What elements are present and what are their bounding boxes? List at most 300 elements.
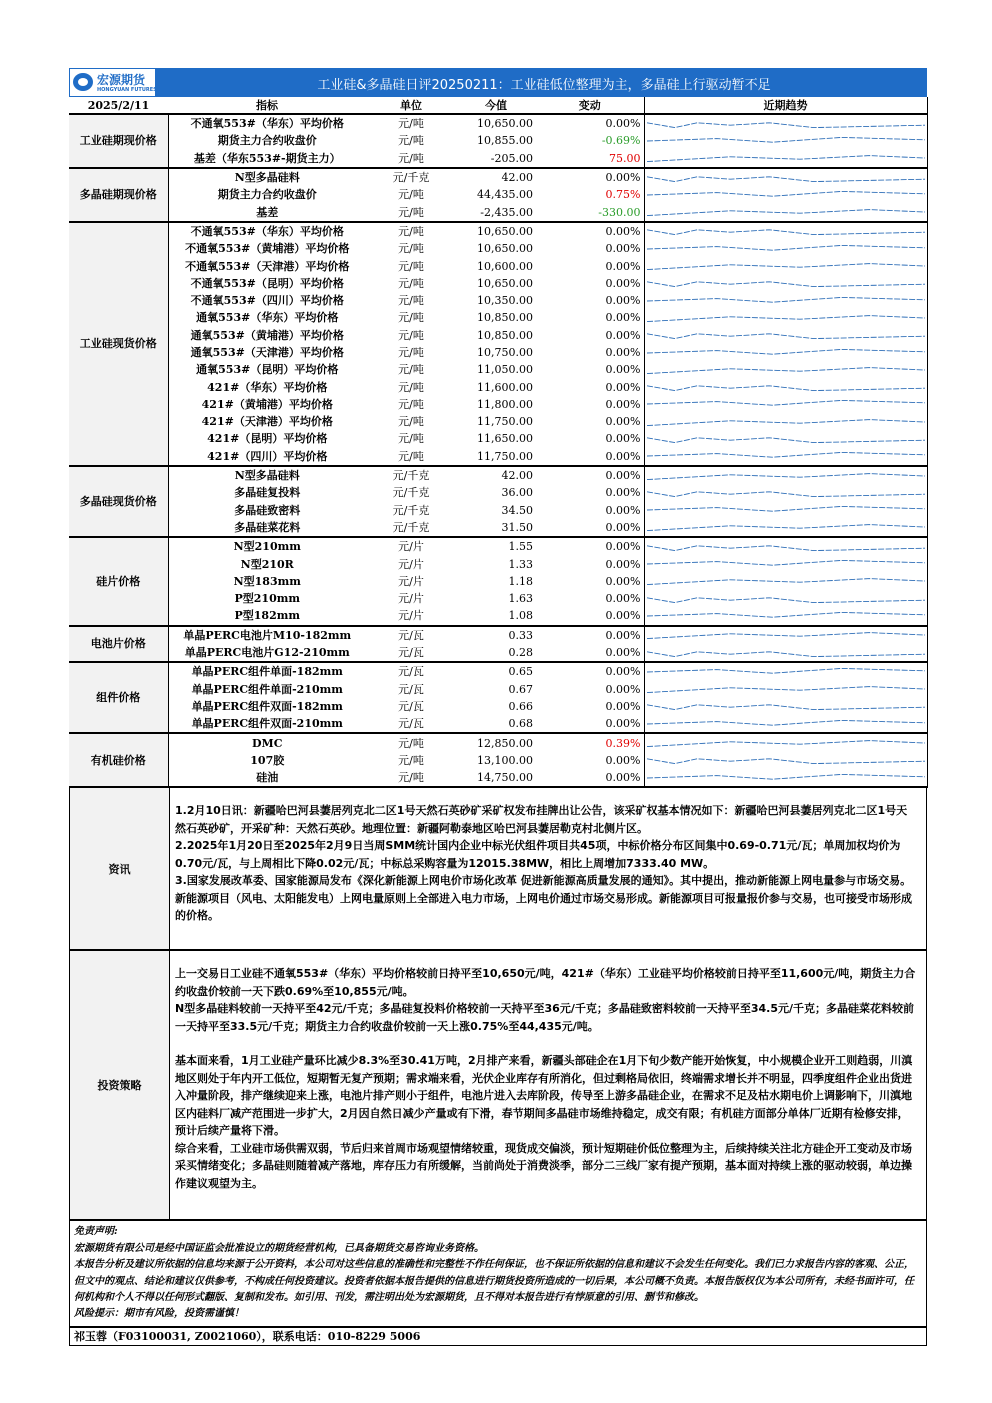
report-date: 2025/2/11 — [69, 97, 168, 114]
row-change: 0.00% — [605, 346, 641, 359]
section-label: 硅片价格 — [69, 537, 168, 625]
trend-cell — [644, 257, 927, 274]
price-row — [69, 132, 927, 149]
row-unit: 元/千克 — [392, 503, 430, 517]
price-row — [69, 752, 927, 769]
row-unit: 元/吨 — [398, 363, 424, 377]
sparkline-icon — [647, 470, 925, 482]
trend-cell — [644, 733, 927, 751]
col-change-header: 变动 — [536, 97, 644, 114]
sparkline-path — [647, 316, 925, 322]
row-change: 0.00% — [605, 311, 641, 325]
trend-cell — [644, 715, 927, 733]
row-name: 421#（黄埔港）平均价格 — [201, 397, 333, 411]
price-row — [69, 681, 927, 698]
row-value: 10,350.00 — [477, 294, 533, 308]
price-row — [69, 275, 927, 292]
row-name: 不通氧553#（黄埔港）平均价格 — [185, 242, 350, 256]
row-name: 421#（四川）平均价格 — [168, 448, 366, 466]
row-name: 单晶PERC组件双面-182mm — [191, 699, 343, 713]
price-row — [69, 607, 927, 625]
row-name: 单晶PERC组件单面-210mm — [191, 682, 343, 696]
disclaimer — [69, 1221, 927, 1327]
row-change: 0.00% — [536, 715, 644, 733]
price-row — [69, 378, 927, 395]
row-name: 不通氧553#（华东）平均价格 — [190, 224, 344, 238]
row-change: 0.00% — [605, 486, 641, 500]
price-row — [69, 733, 927, 751]
row-value: 11,650.00 — [477, 432, 533, 446]
row-name: 107胶 — [250, 753, 285, 767]
sparkline-icon — [647, 772, 925, 784]
news-item: 3.国家发展改革委、国家能源局发布《深化新能源上网电价市场化改革 促进新能源高质量发展的通知》。其中提出，推动新能源上网电量参与市场交易。新能源项目（风电、太阳能发电）上网电量原则上全部进入电力市场，上网电价通过市场交易形成。新能源项目可报量报价参与交易，也可接受市场形成的价格。 — [175, 874, 912, 923]
row-change: 0.00% — [605, 469, 641, 483]
row-value: 14,750.00 — [456, 769, 536, 787]
sparkline-path — [647, 774, 925, 779]
price-row — [69, 662, 927, 680]
price-row — [69, 519, 927, 537]
trend-cell — [644, 292, 927, 309]
row-unit: 元/吨 — [366, 150, 456, 168]
trend-cell — [644, 502, 927, 519]
sparkline-icon — [647, 329, 925, 341]
row-unit: 元/吨 — [366, 448, 456, 466]
report-page — [69, 68, 927, 1346]
sparkline-path — [647, 122, 925, 127]
row-unit: 元/吨 — [398, 259, 424, 273]
news-section — [69, 788, 927, 951]
row-value: 10,600.00 — [477, 259, 533, 273]
row-unit: 元/吨 — [398, 753, 424, 767]
disclaimer-line: 本报告分析及建议所依据的信息均来源于公开资料，本公司对这些信息的准确性和完整性不作任何保证，也不保证所依据的信息和建议不会发生任何变化。我们已力求报告内容的客观、公正，但文中的观点、结论和建议仅供参考，不构成任何投资建议。投资者依据本报告提供的信息进行期货投资所造成的一切后果，本公司概不负责。本报告版权仅为本公司所有，未经书面许可，任何机构和个人不得以任何形式翻版、复制和发布。如引用、刊发，需注明出处为宏源期货，且不得对本报告进行有悖原意的引用、删节和修改。 — [74, 1259, 914, 1303]
row-change: 0.00% — [536, 769, 644, 787]
trend-cell — [644, 396, 927, 413]
price-row — [69, 396, 927, 413]
sparkline-icon — [647, 700, 925, 712]
sparkline-path — [647, 705, 925, 710]
row-name: 不通氧553#（四川）平均价格 — [190, 294, 344, 308]
strategy-label: 投资策略 — [70, 951, 170, 1219]
sparkline-icon — [647, 135, 925, 147]
row-change: 0.00% — [605, 294, 641, 308]
sparkline-icon — [647, 433, 925, 445]
row-value: -205.00 — [456, 150, 536, 168]
row-unit: 元/千克 — [392, 171, 430, 185]
row-name: N型多晶硅料 — [234, 469, 300, 483]
row-name: 多晶硅菜花料 — [168, 519, 366, 537]
col-value-header: 今值 — [456, 97, 536, 114]
sparkline-path — [647, 297, 925, 302]
row-unit: 元/千克 — [392, 486, 430, 500]
strategy-paragraph: 基本面来看，1月工业硅产量环比减少8.3%至30.41万吨，2月排产来看，新疆头部硅企在1月下旬少数产能开始恢复，中小规模企业开工则趋弱，川滇地区则处于年内开工低位，短期暂无复产预期；需求端来看，光伏企业库存有所消化，但过剩格局依旧，终端需求增长并不明显，四季度组件企业出货进入冲量阶段，排产继续迎来上涨，电池片排产则小于组件，电池片进入去库阶段，传导至上游多晶硅企业，在需求不足及枯水期电价上调影响下，川滇地区内硅料厂减产范围进一步扩大，2月因自然日减少产量或有下滑，春节期间多晶硅市场维持稳定，成交有限；有机硅方面部分单体厂近期有检修安排，预计后续产量将下滑。 — [175, 1054, 913, 1138]
row-value: 1.18 — [508, 574, 533, 588]
row-name: 通氧553#（天津港）平均价格 — [190, 346, 344, 359]
analyst-contact: 祁玉蓉（F03100031, Z0021060），联系电话：010-8229 5006 — [69, 1328, 927, 1346]
sparkline-icon — [647, 243, 925, 255]
row-change: -0.69% — [601, 134, 641, 148]
row-change: 0.00% — [605, 380, 641, 394]
sparkline-path — [647, 191, 925, 196]
sparkline-path — [647, 597, 925, 602]
sparkline-path — [647, 759, 925, 764]
sparkline-icon — [647, 450, 925, 462]
price-row — [69, 257, 927, 274]
row-value: 0.65 — [508, 665, 533, 679]
row-value: 10,650.00 — [477, 224, 533, 238]
row-value: 11,750.00 — [477, 415, 533, 429]
trend-cell — [644, 413, 927, 430]
row-value: 13,100.00 — [477, 753, 533, 767]
trend-cell — [644, 222, 927, 240]
row-value: 11,600.00 — [477, 380, 533, 394]
row-unit: 元/吨 — [398, 242, 424, 256]
row-unit: 元/吨 — [398, 294, 424, 308]
news-item: 2.2025年1月20日至2025年2月9日当周SMM统计国内企业中标光伏组件项目共45项，中标价格分布区间集中0.69-0.71元/瓦；单周加权均价为0.70元/瓦，与上周相比下降0.02元/瓦；中标总采购容量为12015.38MW，相比上周增加7333.40 MW。 — [175, 839, 901, 870]
trend-cell — [644, 644, 927, 662]
col-name-header: 指标 — [168, 97, 366, 114]
sparkline-path — [647, 668, 925, 673]
row-name: 421#（昆明）平均价格 — [207, 432, 328, 446]
row-change: 0.00% — [605, 224, 641, 238]
row-name: N型183mm — [233, 574, 301, 588]
trend-cell — [644, 466, 927, 484]
row-unit: 元/吨 — [398, 346, 424, 359]
row-value: 34.50 — [501, 503, 533, 517]
row-value: 44,435.00 — [477, 188, 533, 202]
row-change: 0.00% — [605, 503, 641, 517]
sparkline-path — [647, 492, 925, 497]
row-unit: 元/瓦 — [398, 665, 424, 679]
trend-cell — [644, 150, 927, 168]
row-value: 10,850.00 — [477, 328, 533, 342]
price-row — [69, 292, 927, 309]
trend-cell — [644, 327, 927, 344]
strategy-paragraph: 综合来看，工业硅市场供需双弱，节后归来首周市场观望情绪较重，现货成交偏淡，预计短期硅价低位整理为主，后续持续关注北方硅企开工变动及市场采买情绪变化；多晶硅则随着减产落地，库存压力有所缓解，当前尚处于消费淡季，部分二三线厂家有提产预期，基本面对持续上涨的驱动较弱，单边操作建议观望为主。 — [175, 1141, 912, 1190]
row-change: 0.00% — [605, 328, 641, 342]
row-name: 单晶PERC组件双面-210mm — [168, 715, 366, 733]
row-unit: 元/吨 — [398, 328, 424, 342]
price-row — [69, 222, 927, 240]
row-unit: 元/吨 — [398, 188, 424, 202]
trend-cell — [644, 519, 927, 537]
row-unit: 元/瓦 — [398, 699, 424, 713]
row-value: 10,850.00 — [477, 311, 533, 325]
sparkline-path — [647, 349, 925, 354]
section-label: 有机硅价格 — [69, 733, 168, 787]
strategy-body — [170, 951, 926, 1219]
row-unit: 元/吨 — [366, 769, 456, 787]
row-name: 单晶PERC电池片M10-182mm — [183, 628, 352, 642]
trend-cell — [644, 681, 927, 698]
sparkline-icon — [647, 593, 925, 605]
row-name: 多晶硅复投料 — [234, 486, 301, 500]
sparkline-icon — [647, 575, 925, 587]
row-value: 1.33 — [508, 557, 533, 571]
row-unit: 元/吨 — [398, 276, 424, 290]
sparkline-path — [647, 210, 925, 216]
sparkline-icon — [647, 347, 925, 359]
sparkline-path — [647, 579, 925, 585]
section-label: 电池片价格 — [69, 626, 168, 663]
row-value: 10,750.00 — [477, 346, 533, 359]
price-row — [69, 502, 927, 519]
trend-cell — [644, 555, 927, 572]
logo-mark-icon — [73, 73, 93, 91]
price-row — [69, 590, 927, 607]
price-row — [69, 466, 927, 484]
row-unit: 元/吨 — [398, 134, 424, 148]
row-change: 0.00% — [605, 557, 641, 571]
row-name: 基差 — [168, 203, 366, 221]
row-change: 0.00% — [605, 363, 641, 377]
row-value: 0.28 — [456, 644, 536, 662]
price-row — [69, 715, 927, 733]
price-row — [69, 114, 927, 132]
strategy-section — [69, 951, 927, 1221]
disclaimer-line: 宏源期货有限公司是经中国证监会批准设立的期货经营机构，已具备期货交易咨询业务资格。 — [74, 1242, 484, 1254]
price-row — [69, 430, 927, 447]
row-value: 10,650.00 — [477, 276, 533, 290]
sparkline-path — [647, 720, 925, 725]
trend-cell — [644, 430, 927, 447]
sparkline-path — [647, 367, 925, 373]
trend-cell — [644, 114, 927, 132]
row-value: 12,850.00 — [477, 736, 533, 750]
row-unit: 元/吨 — [366, 203, 456, 221]
row-value: 1.63 — [508, 592, 533, 606]
row-name: P型182mm — [168, 607, 366, 625]
row-unit: 元/千克 — [366, 519, 456, 537]
sparkline-path — [647, 560, 925, 565]
sparkline-icon — [647, 737, 925, 749]
price-row — [69, 769, 927, 787]
price-row — [69, 186, 927, 203]
row-unit: 元/吨 — [398, 432, 424, 446]
row-unit: 元/片 — [398, 574, 424, 588]
sparkline-icon — [647, 541, 925, 553]
price-row — [69, 168, 927, 186]
row-unit: 元/吨 — [398, 311, 424, 325]
sparkline-icon — [647, 260, 925, 272]
row-change: 0.00% — [605, 397, 641, 411]
sparkline-icon — [647, 610, 925, 622]
price-row — [69, 626, 927, 644]
news-item: 1.2月10日讯：新疆哈巴河县萋居列克北二区1号天然石英砂矿采矿权发布挂牌出让公告，该采矿权基本情况如下：新疆哈巴河县萋居列克北二区1号天然石英砂矿，开采矿种：天然石英砂。地理位置：新疆阿勒泰地区哈巴河县萋居勒克村北侧片区。 — [175, 804, 908, 835]
price-row — [69, 448, 927, 466]
price-row — [69, 537, 927, 555]
sparkline-icon — [647, 225, 925, 237]
row-name: N型多晶硅料 — [234, 171, 300, 185]
row-unit: 元/吨 — [398, 117, 424, 131]
row-change: 0.00% — [605, 665, 641, 679]
row-name: 421#（天津港）平均价格 — [201, 415, 333, 429]
trend-cell — [644, 240, 927, 257]
row-value: 0.67 — [508, 682, 533, 696]
sparkline-icon — [647, 416, 925, 428]
trend-cell — [644, 275, 927, 292]
trend-cell — [644, 573, 927, 590]
row-change: 0.00% — [605, 592, 641, 606]
sparkline-icon — [647, 558, 925, 570]
trend-cell — [644, 626, 927, 644]
sparkline-path — [647, 438, 925, 443]
sparkline-path — [647, 137, 925, 142]
report-header — [69, 68, 927, 97]
row-name: 基差（华东553#-期货主力） — [168, 150, 366, 168]
price-row — [69, 203, 927, 221]
sparkline-icon — [647, 312, 925, 324]
row-change: 0.00% — [605, 117, 641, 131]
sparkline-icon — [647, 666, 925, 678]
row-unit: 元/瓦 — [398, 628, 424, 642]
trend-cell — [644, 590, 927, 607]
row-change: 0.00% — [536, 519, 644, 537]
price-row — [69, 484, 927, 501]
sparkline-path — [647, 651, 925, 656]
col-trend-header: 近期趋势 — [644, 97, 927, 114]
trend-cell — [644, 168, 927, 186]
row-unit: 元/吨 — [398, 380, 424, 394]
section-label: 工业硅期现价格 — [69, 114, 168, 168]
row-value: 11,050.00 — [477, 363, 533, 377]
row-change: 0.00% — [536, 644, 644, 662]
strategy-paragraph: 上一交易日工业硅不通氧553#（华东）平均价格较前日持平至10,650元/吨，421#（华东）工业硅平均价格较前日持平至11,600元/吨，期货主力合约收盘价较前一天下跌0.69%至10,855元/吨。 — [175, 967, 916, 998]
row-change: 0.00% — [605, 699, 641, 713]
risk-warning: 风险提示：期市有风险，投资需谨慎！ — [74, 1308, 244, 1320]
strategy-paragraph: N型多晶硅料较前一天持平至42元/千克；多晶硅复投料价格较前一天持平至36元/千克；多晶硅致密料较前一天持平至34.5元/千克；多晶硅菜花料较前一天持平至33.5元/千克；期货主力合约收盘价较前一天上涨0.75%至44,435元/吨。 — [175, 1002, 915, 1033]
sparkline-path — [647, 741, 925, 747]
row-name: 单晶PERC电池片G12-210mm — [168, 644, 366, 662]
row-name: 通氧553#（黄埔港）平均价格 — [190, 328, 344, 342]
row-change: 0.00% — [605, 432, 641, 446]
row-change: -330.00 — [536, 203, 644, 221]
row-value: 42.00 — [501, 469, 533, 483]
row-change: 0.00% — [605, 171, 641, 185]
sparkline-path — [647, 334, 925, 339]
row-value: 1.08 — [456, 607, 536, 625]
sparkline-path — [647, 282, 925, 287]
row-value: 1.55 — [508, 540, 533, 554]
row-name: 不通氧553#（华东）平均价格 — [190, 117, 344, 131]
row-name: 通氧553#（华东）平均价格 — [196, 311, 339, 325]
row-change: 0.00% — [536, 607, 644, 625]
trend-cell — [644, 378, 927, 395]
trend-cell — [644, 344, 927, 361]
row-change: 0.00% — [605, 242, 641, 256]
row-value: 31.50 — [456, 519, 536, 537]
row-change: 0.00% — [605, 259, 641, 273]
logo-name: 宏源期货 — [97, 73, 146, 87]
row-name: 多晶硅致密料 — [234, 503, 301, 517]
price-row — [69, 309, 927, 326]
row-change: 0.00% — [605, 753, 641, 767]
sparkline-path — [647, 386, 925, 391]
section-label: 工业硅现货价格 — [69, 222, 168, 466]
sparkline-icon — [647, 683, 925, 695]
logo-subtitle: HONGYUAN FUTURES — [97, 87, 157, 93]
sparkline-icon — [647, 629, 925, 641]
trend-cell — [644, 309, 927, 326]
price-row — [69, 413, 927, 430]
report-title: 工业硅&多晶硅日评20250211：工业硅低位整理为主，多晶硅上行驱动暂不足 — [317, 78, 771, 93]
row-change: 0.39% — [605, 736, 641, 750]
row-name: 期货主力合约收盘价 — [217, 188, 317, 202]
row-unit: 元/片 — [366, 607, 456, 625]
row-change: 0.00% — [605, 574, 641, 588]
row-change: 0.00% — [605, 276, 641, 290]
row-value: 11,800.00 — [477, 397, 533, 411]
row-unit: 元/片 — [398, 592, 424, 606]
price-row — [69, 344, 927, 361]
sparkline-icon — [647, 754, 925, 766]
sparkline-path — [647, 507, 925, 512]
row-change: 75.00 — [536, 150, 644, 168]
sparkline-path — [647, 401, 925, 406]
row-unit: 元/千克 — [392, 469, 430, 483]
row-change: 0.00% — [536, 448, 644, 466]
sparkline-icon — [647, 398, 925, 410]
trend-cell — [644, 752, 927, 769]
row-change: 0.00% — [605, 628, 641, 642]
trend-cell — [644, 484, 927, 501]
row-value: 0.33 — [508, 628, 533, 642]
sparkline-icon — [647, 504, 925, 516]
sparkline-icon — [647, 521, 925, 533]
sparkline-path — [647, 264, 925, 270]
price-row — [69, 150, 927, 168]
row-change: 0.00% — [605, 682, 641, 696]
trend-cell — [644, 186, 927, 203]
row-unit: 元/片 — [398, 540, 424, 554]
row-change: 0.75% — [605, 188, 641, 202]
trend-cell — [644, 607, 927, 625]
row-name: 不通氧553#（天津港）平均价格 — [185, 259, 350, 273]
sparkline-path — [647, 176, 925, 181]
sparkline-icon — [647, 152, 925, 164]
row-unit: 元/吨 — [398, 224, 424, 238]
price-row — [69, 573, 927, 590]
price-row — [69, 555, 927, 572]
row-name: N型210R — [240, 557, 294, 571]
row-unit: 元/瓦 — [366, 715, 456, 733]
section-label: 组件价格 — [69, 662, 168, 733]
row-unit: 元/瓦 — [366, 644, 456, 662]
trend-cell — [644, 698, 927, 715]
row-name: 通氧553#（昆明）平均价格 — [196, 363, 339, 377]
trend-cell — [644, 132, 927, 149]
sparkline-icon — [647, 206, 925, 218]
row-unit: 元/吨 — [398, 736, 424, 750]
row-name: N型210mm — [233, 540, 301, 554]
sparkline-icon — [647, 118, 925, 130]
section-label: 多晶硅现货价格 — [69, 466, 168, 537]
row-name: DMC — [252, 736, 283, 750]
sparkline-path — [647, 453, 925, 458]
sparkline-path — [647, 687, 925, 693]
sparkline-icon — [647, 364, 925, 376]
sparkline-icon — [647, 647, 925, 659]
price-row — [69, 361, 927, 378]
sparkline-path — [647, 612, 925, 617]
row-value: 42.00 — [501, 171, 533, 185]
sparkline-path — [647, 419, 925, 425]
trend-cell — [644, 537, 927, 555]
sparkline-path — [647, 230, 925, 235]
trend-cell — [644, 769, 927, 787]
sparkline-icon — [647, 189, 925, 201]
row-change: 0.00% — [605, 540, 641, 554]
trend-cell — [644, 203, 927, 221]
